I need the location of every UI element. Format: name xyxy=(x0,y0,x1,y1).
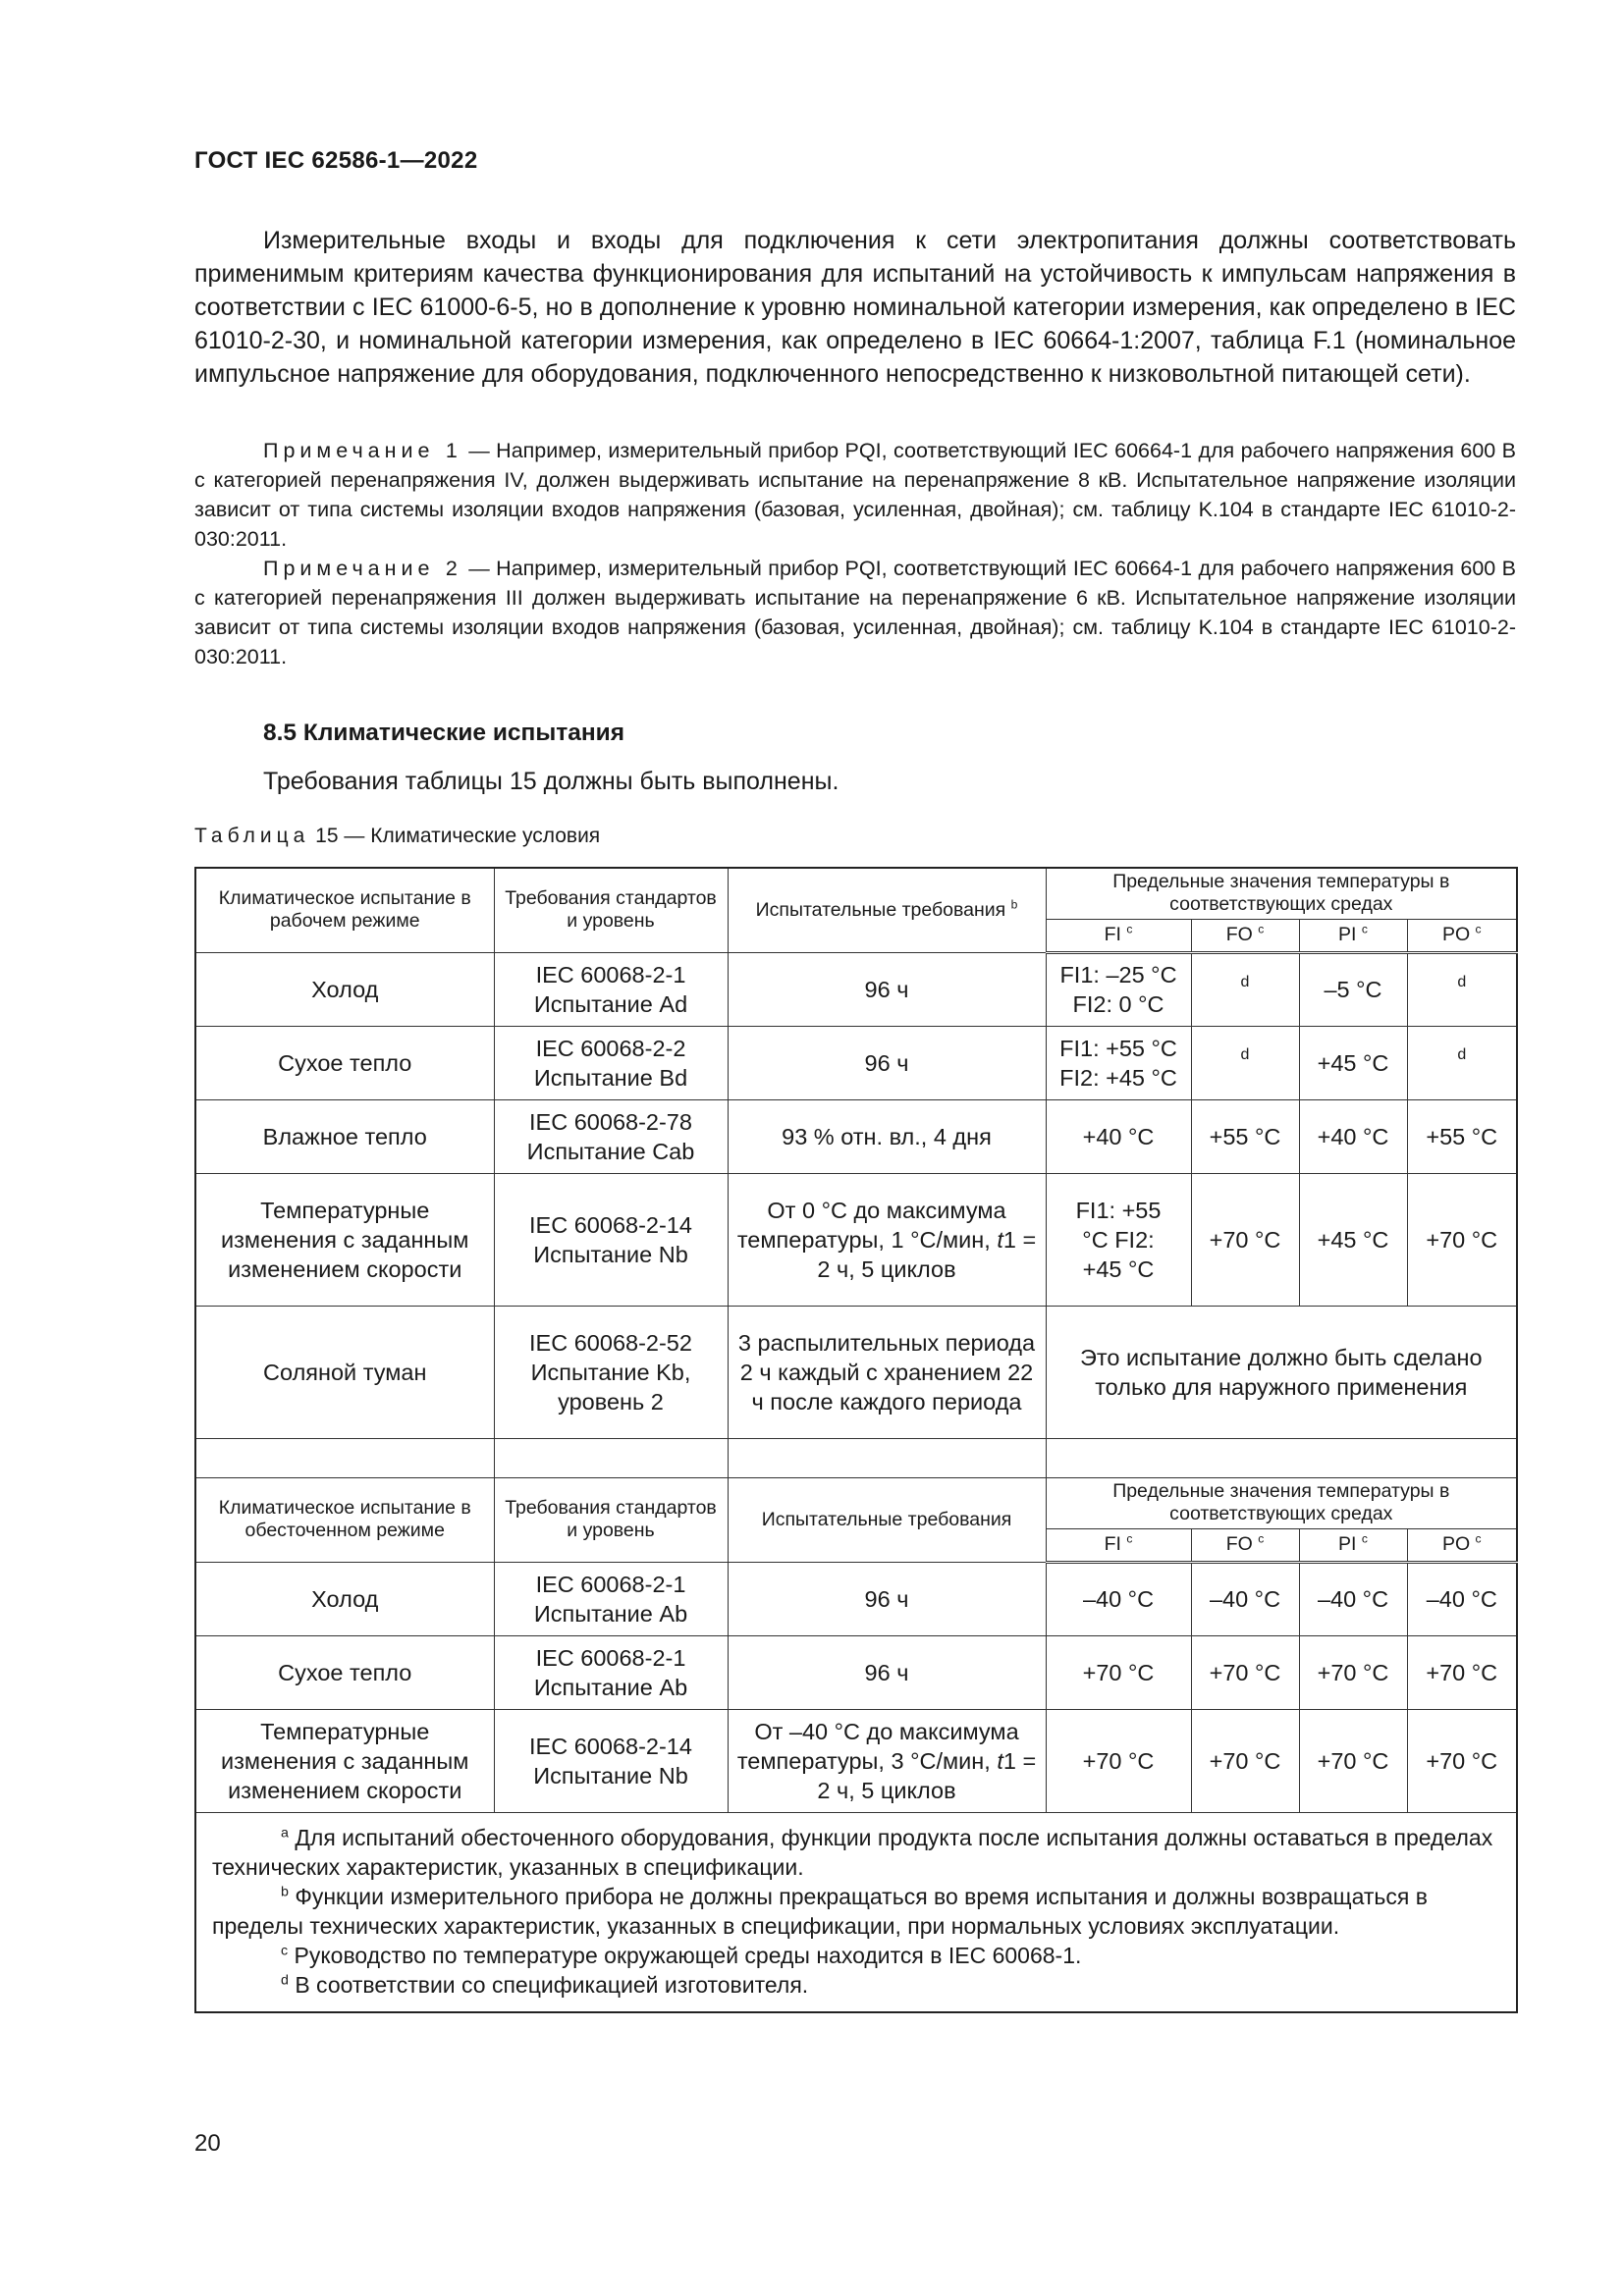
table-spacer-row xyxy=(195,1438,1517,1477)
cell-fi: FI1: –25 °C FI2: 0 °C xyxy=(1046,952,1191,1026)
cell-requirement: 96 ч xyxy=(728,952,1046,1026)
table-footnotes xyxy=(195,1812,1517,2012)
footnote-d: $^d$ В соответствии со спецификацией изготовителя. xyxy=(281,1971,809,1998)
header-env-pi: PI $^c$ xyxy=(1299,1528,1407,1562)
cell-po: –40 °C xyxy=(1407,1562,1517,1635)
cell-standard: IEC 60068-2-1 Испытание Ab xyxy=(494,1562,728,1635)
cell-standard: IEC 60068-2-1 Испытание Ad xyxy=(494,952,728,1026)
header-test-deenergized: Климатическое испытание в обесточенном режиме xyxy=(195,1477,494,1562)
header-env-pi: PI $^c$ xyxy=(1299,919,1407,952)
cell-po: d xyxy=(1407,952,1517,1026)
header-env-po: PO $^c$ xyxy=(1407,1528,1517,1562)
cell-fo: d xyxy=(1191,952,1299,1026)
header-env-fo: FO $^c$ xyxy=(1191,919,1299,952)
cell-po: +70 °C xyxy=(1407,1709,1517,1812)
cell-pi: +70 °C xyxy=(1299,1709,1407,1812)
cell-fi: FI1: +55 °C FI2: +45 °C xyxy=(1046,1026,1191,1099)
footnote-a: $^a$ Для испытаний обесточенного оборудования, функции продукта после испытания должны оставаться в пределах технических характеристик, указанных в спецификации. xyxy=(212,1824,1493,1880)
cell-test-name: Влажное тепло xyxy=(195,1099,494,1173)
table-caption-label: Таблица xyxy=(194,825,310,847)
header-standards: Требования стандартов и уровень xyxy=(494,1477,728,1562)
header-test-requirements: Испытательные требования xyxy=(728,1477,1046,1562)
cell-test-name: Холод xyxy=(195,952,494,1026)
cell-requirement: 3 распылительных периода 2 ч каждый с хранением 22 ч после каждого периода xyxy=(728,1306,1046,1438)
cell-standard: IEC 60068-2-1 Испытание Ab xyxy=(494,1635,728,1709)
cell-fo: +70 °C xyxy=(1191,1173,1299,1306)
header-temperature-limits: Предельные значения температуры в соответствующих средах xyxy=(1046,1477,1517,1528)
cell-pi: –5 °C xyxy=(1299,952,1407,1026)
table-row xyxy=(195,952,1517,1026)
cell-test-name: Соляной туман xyxy=(195,1306,494,1438)
cell-fo: d xyxy=(1191,1026,1299,1099)
cell-requirement: 96 ч xyxy=(728,1562,1046,1635)
cell-po: +70 °C xyxy=(1407,1635,1517,1709)
cell-test-name: Сухое тепло xyxy=(195,1026,494,1099)
table-footnotes-row xyxy=(195,1812,1517,2012)
note-1-text: — Например, измерительный прибор PQI, соответствующий IEC 60664-1 для рабочего напряжения 600 В с категорией перенапряжения IV, должен выдерживать испытание на перенапряжение 8 кВ. Испытательное напряжение изоляции зависит от типа системы изоляции входов напряжения (базовая, усиленная, двойная); см. таблицу K.104 в стандарте IEC 61010-2-030:2011. xyxy=(194,439,1516,551)
table-row xyxy=(195,1026,1517,1099)
cell-test-name: Температурные изменения с заданным изменением скорости xyxy=(195,1709,494,1812)
cell-fo: +55 °C xyxy=(1191,1099,1299,1173)
cell-fi: –40 °C xyxy=(1046,1562,1191,1635)
cell-standard: IEC 60068-2-14 Испытание Nb xyxy=(494,1173,728,1306)
header-test-operating: Климатическое испытание в рабочем режиме xyxy=(195,868,494,952)
cell-merged-note: Это испытание должно быть сделано только для наружного применения xyxy=(1046,1306,1517,1438)
cell-test-name: Холод xyxy=(195,1562,494,1635)
cell-standard: IEC 60068-2-78 Испытание Cab xyxy=(494,1099,728,1173)
cell-requirement: От –40 °C до максимума температуры, 3 °C/мин, t1 = 2 ч, 5 циклов xyxy=(728,1709,1046,1812)
cell-standard: IEC 60068-2-2 Испытание Bd xyxy=(494,1026,728,1099)
table-row xyxy=(195,1173,1517,1306)
cell-pi: +45 °C xyxy=(1299,1026,1407,1099)
table-caption-text: 15 — Климатические условия xyxy=(309,825,601,847)
cell-standard: IEC 60068-2-14 Испытание Nb xyxy=(494,1709,728,1812)
cell-fi: +40 °C xyxy=(1046,1099,1191,1173)
header-test-requirements: Испытательные требования $^b$ xyxy=(728,868,1046,952)
climatic-table xyxy=(194,867,1518,2013)
table-header-row xyxy=(195,868,1517,919)
requirement-sentence: Требования таблицы 15 должны быть выполнены. xyxy=(263,768,839,795)
footnote-c: $^c$ Руководство по температуре окружающей среды находится в IEC 60068-1. xyxy=(281,1942,1082,1968)
cell-requirement: 96 ч xyxy=(728,1026,1046,1099)
section-heading: 8.5 Климатические испытания xyxy=(263,720,625,746)
cell-requirement: 96 ч xyxy=(728,1635,1046,1709)
cell-test-name: Сухое тепло xyxy=(195,1635,494,1709)
header-env-po: PO $^c$ xyxy=(1407,919,1517,952)
header-env-fi: FI $^c$ xyxy=(1046,919,1191,952)
note-2-label: Примечание 2 xyxy=(263,557,462,580)
cell-po: +70 °C xyxy=(1407,1173,1517,1306)
table-header-row xyxy=(195,1477,1517,1528)
cell-po: +55 °C xyxy=(1407,1099,1517,1173)
cell-fo: –40 °C xyxy=(1191,1562,1299,1635)
header-standards: Требования стандартов и уровень xyxy=(494,868,728,952)
table-row xyxy=(195,1099,1517,1173)
header-temperature-limits: Предельные значения температуры в соответствующих средах xyxy=(1046,868,1517,919)
body-paragraph: Измерительные входы и входы для подключения к сети электропитания должны соответствовать применимым критериям качества функционирования для испытаний на устойчивость к импульсам напряжения в соответствии с IEC 61000-6-5, но в дополнение к уровню номинальной категории измерения, как определено в IEC 61010-2-30, и номинальной категории измерения, как определено в IEC 60664-1:2007, таблица F.1 (номинальное импульсное напряжение для оборудования, подключенного непосредственно к низковольтной питающей сети). xyxy=(194,227,1516,388)
cell-pi: +45 °C xyxy=(1299,1173,1407,1306)
header-env-fi: FI $^c$ xyxy=(1046,1528,1191,1562)
header-env-fo: FO $^c$ xyxy=(1191,1528,1299,1562)
cell-pi: +70 °C xyxy=(1299,1635,1407,1709)
cell-pi: –40 °C xyxy=(1299,1562,1407,1635)
note-1 xyxy=(194,436,1516,554)
cell-fo: +70 °C xyxy=(1191,1709,1299,1812)
table-row xyxy=(195,1562,1517,1635)
cell-standard: IEC 60068-2-52 Испытание Kb, уровень 2 xyxy=(494,1306,728,1438)
cell-requirement: 93 % отн. вл., 4 дня xyxy=(728,1099,1046,1173)
page-number: 20 xyxy=(194,2130,221,2157)
cell-fi: FI1: +55 °C FI2: +45 °C xyxy=(1046,1173,1191,1306)
cell-fi: +70 °C xyxy=(1046,1709,1191,1812)
cell-pi: +40 °C xyxy=(1299,1099,1407,1173)
cell-requirement: От 0 °C до максимума температуры, 1 °C/мин, t1 = 2 ч, 5 циклов xyxy=(728,1173,1046,1306)
document-header: ГОСТ IEC 62586-1—2022 xyxy=(194,147,478,174)
table-caption xyxy=(194,825,600,848)
cell-test-name: Температурные изменения с заданным изменением скорости xyxy=(195,1173,494,1306)
cell-fo: +70 °C xyxy=(1191,1635,1299,1709)
cell-po: d xyxy=(1407,1026,1517,1099)
note-2-text: — Например, измерительный прибор PQI, соответствующий IEC 60664-1 для рабочего напряжения 600 В с категорией перенапряжения III должен выдерживать испытание на перенапряжение 6 кВ. Испытательное напряжение изоляции зависит от типа системы изоляции входов напряжения (базовая, усиленная, двойная); см. таблицу K.104 в стандарте IEC 61010-2-030:2011. xyxy=(194,557,1516,668)
note-2 xyxy=(194,554,1516,671)
table-row xyxy=(195,1635,1517,1709)
cell-fi: +70 °C xyxy=(1046,1635,1191,1709)
footnote-b: $^b$ Функции измерительного прибора не должны прекращаться во время испытания и должны возвращаться в пределы технических характеристик, указанных в спецификации, при нормальных условиях эксплуатации. xyxy=(212,1883,1428,1939)
note-1-label: Примечание 1 xyxy=(263,439,462,462)
table-row xyxy=(195,1306,1517,1438)
table-row xyxy=(195,1709,1517,1812)
